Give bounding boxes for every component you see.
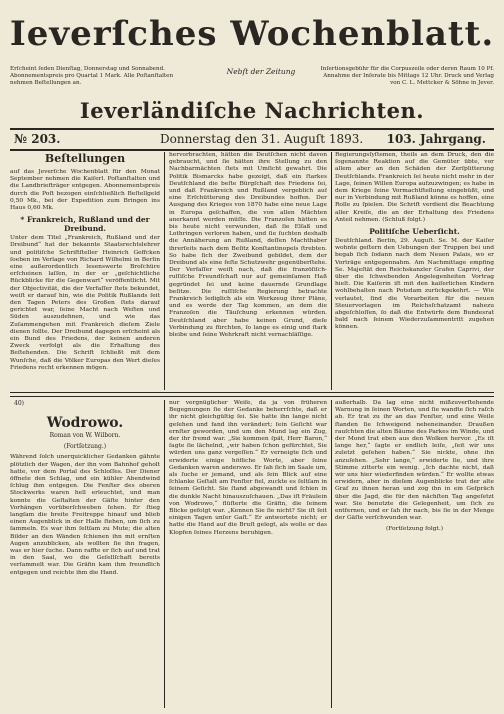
article-text-dreibund: Unter dem Titel „Frankreich, Rußland und der Dreibund“ hat der bekannte Staatsrechtslehrer und politiſche Schriftſteller Heinrich Geffcken ſoeben im Verlage von Richard Wilhelmi in Berlin eine außerordentlich lesenswerte Broſchüre erſcheinen laſſen, in der er „geſchichtliche Rückblicke für die Gegenwart“ veröffentlicht. Mit der Objectivität, die der Verfaſſer ſtets bekundet, weiſt er darauf hin, wie die Politik Rußlands ſeit den Tagen Peters des Großen ſtets darauf gerichtet war, ſeine Macht nach Weſten und Süden auszudehnen, und wie das Zuſammengehen mit Frankreich dieſem Ziele dienen ſollte. Der Dreibund dagegen erſcheint als ein Bund des Friedens, der keinen anderen Zweck verfolgt als die Erhaltung des Beſtehenden. Die Schrift ſchließt mit dem Wunſche, daß die Völker Europas den Wert dieſes Friedens recht erkennen mögen. [10,235,160,371]
column-rule [331,400,332,708]
volume-year: 103. Jahrgang. [386,132,486,146]
article-text-continued: hervorbrachten, hätten die Deutſchen nicht davon gebraucht, und ſie hätten ihre Stellung zu den Nachbarmächten ſtets mit Umſicht gewahrt. Die Politik Bismarcks habe gezeigt, daß ein ſtarkes Deutſchland die beſte Bürgſchaft des Friedens ſei, und daß Frankreich und Rußland vergeblich auf eine Erſchütterung des Dreibundes hoffen. Der Ausgang des Krieges von 1870 habe eine neue Lage in Europa geſchaffen, die von allen Mächten anerkannt werden müſſe. Die Franzoſen hätten es bis heute nicht verwunden, daß ſie Elſaß und Lothringen verloren haben, und ſie ſuchten deshalb die Annäherung an Rußland, deſſen Machthaber ihrerſeits nach dem Beſitz Konſtantinopels ſtrebten. So habe ſich der Zweibund gebildet, dem der Dreibund als eine feſte Schutzwehr gegenüberſtehe. Der Verfaſſer weiſt nach, daß die franzöſiſch-ruſſiſche Freundſchaft nur auf gemeinſamen Haß gegründet ſei und keine dauernde Grundlage beſitze. Die ruſſiſche Regierung betrachte Frankreich lediglich als ein Werkzeug ihrer Pläne, und es werde der Tag kommen, an dem die Franzoſen die Täuſchung erkennen würden. Deutſchland aber habe keinen Grund, dieſe Verbindung zu fürchten, ſo lange es einig und ſtark bleibe und ſeine Wehrkraft nicht vernachläſſige. [169,152,327,339]
feuilleton-continuation: (Fortſetzung.) [63,443,107,451]
subscription-info: Erſcheint ſeden Dienſtag, Donnerstag und Sonnabend. Abonnementspreis pro Quartal 1 Mark. Alle Poſtanſtalten nehmen Beſtellungen an. [10,66,174,86]
feuilleton-column-3 [335,400,494,708]
feuilleton-text-2: nur vergnüglicher Weiſe, da ja von früheren Begegnungen ſie der Gedanke beherrſchte, daß er ihr nicht gleichgültig ſei. Sie hatte ihn lange nicht geſehen und fand ihn verändert; ſein Geſicht war ernſter geworden, und um den Mund lag ein Zug, der ihr fremd war. „Sie kommen ſpät, Herr Baron,“ ſagte ſie lächelnd, „wir haben ſchon gefürchtet, Sie würden uns ganz vergeſſen.“ Er verneigte ſich und erwiderte einige höfliche Worte, aber ſeine Gedanken waren anderswo. Er ſah ſich im Saale um, als ſuche er jemand, und als ſein Blick auf eine ſchlanke Geſtalt am Fenſter fiel, zuckte es ſeltſam in ſeinem Geſicht. Sie ſtand abgewandt und ſchien in die dunkle Nacht hinauszuſchauen. „Das iſt Fräulein von Wodrowo,“ flüſterte die Gräfin, die ſeinem Blicke gefolgt war. „Kennen Sie ſie nicht? Sie iſt ſeit einigen Tagen unſer Gaſt.“ Er antwortete nicht; er hatte die Hand auf die Bruſt gelegt, als wolle er das Klopfen ſeines Herzens beruhigen. [169,400,327,536]
newspaper-title: Ieverſches Wochenblatt. [9,14,495,54]
feuilleton-to-be-continued: (Fortſetzung folgt.) [385,526,444,533]
column-rule [164,400,165,708]
advertising-info: Inſertionsgebühr für die Corpuszeile oder deren Raum 10 Pf. Annahme der Inſerate bis Mittags 12 Uhr. Druck und Verlag von C. L. Mettcker & Söhne in Jever. [320,66,494,86]
issue-date: Donnerstag den 31. Auguſt 1893. [160,132,364,146]
feuilleton-column-1 [10,400,160,708]
column-politics [335,152,494,390]
column-subscriptions [10,152,160,390]
issue-number: № 203. [14,132,61,146]
column-rule [331,152,332,390]
feuilleton-column-2 [169,400,327,708]
politics-heading: Politiſche Ueberſicht. [369,227,460,237]
feuilleton-text-1: Während ſolch unerquicklicher Gedanken gähnte plötzlich der Wagen, der ihn vom Bahnhof geholt hatte, vor dem Portal des Schloſſes. Der Diener öffnete den Schlag, und ein kühler Abendwind ſchlug ihm entgegen. Die Fenſter des oberen Stockwerks waren hell erleuchtet, und man konnte die Geſtalten der Gäſte hinter den Vorhängen vorüberſchweben ſehen. Er ſtieg langſam die breite Freitreppe hinauf und blieb einen Augenblick in der Halle ſtehen, um ſich zu ſammeln. Es war ihm ſeltſam zu Mute; die alten Bilder an den Wänden ſchienen ihn mit ernſten Augen anzublicken, als wollten ſie ihn fragen, was er hier ſuche. Dann raffte er ſich auf und trat in den Saal, wo die Geſellſchaft bereits verſammelt war. Die Gräfin kam ihm freundlich entgegen und reichte ihm die Hand. [10,454,160,576]
feuilleton-text-3: außerhalb. Da lag eine nicht mißzuverſtehende Warnung in ſeinen Worten, und ſie wandte ſich raſch ab. Er trat zu ihr an das Fenſter, und eine Weile ſtanden ſie ſchweigend nebeneinander. Draußen rauſchten die alten Bäume des Parkes im Winde, und der Mond trat eben aus den Wolken hervor. „Es iſt lange her,“ ſagte er endlich leiſe, „ſeit wir uns zuletzt geſehen haben.“ Sie nickte, ohne ihn anzuſehen. „Sehr lange,“ erwiderte ſie, und ihre Stimme zitterte ein wenig. „Ich dachte nicht, daß wir uns hier wiederfinden würden.“ Er wollte etwas erwidern, aber in dieſem Augenblicke trat der alte Graf zu ihnen heran und zog ihn in ein Geſpräch über die Jagd, die für den nächſten Tag angeſetzt war. Sie benutzte die Gelegenheit, um ſich zu entfernen, und er ſah ihr nach, bis ſie in der Menge der Gäſte verſchwunden war. [335,400,494,522]
dateline [10,128,494,151]
masthead [0,4,504,68]
feuilleton-number: 40) [14,400,24,407]
article-heading-dreibund: * Frankreich, Rußland und der Dreibund. [20,215,150,234]
feuilleton-title: Wodrowo. [46,415,124,431]
column-article-continued [169,152,327,390]
subscriptions-heading: Beſtellungen [44,152,126,165]
politics-text: Deutſchland. Berlin, 29. Auguſt. Se. M. der Kaiſer wohnte geſtern den Uebungen der Truppen bei und begab ſich ſodann nach dem Neuen Palais, wo er Vorträge entgegennahm. Am Nachmittage empfing Se. Majeſtät den Reichskanzler Grafen Caprivi, der über die ſchwebenden Angelegenheiten Vortrag hielt. Die Kaiſerin iſt mit den kaiſerlichen Kindern wohlbehalten nach Potsdam zurückgekehrt. — Wie verlautet, ſind die Vorarbeiten für die neuen Steuervorlagen im Reichsſchatzamt nahezu abgeſchloſſen, ſo daß die Entwürfe dem Bundesrat bald nach ſeinem Wiederzuſammentritt zugehen können. [335,238,494,331]
feuilleton-divider [10,392,494,397]
article-text-end: Regierungsſyſtemen, theils an dem Druck, den die ſogenannte Reaktion auf die Gemüter übte, vor allem aber an den Schäden der Zerſplitterung Deutſchlands. Frankreich ſei heute nicht mehr in der Lage, ſeinen Willen Europa aufzuzwingen; es habe in dem Kriege ſeine Vormachtſtellung eingebüßt, und nur in Verbindung mit Rußland könne es hoffen, eine Rolle zu ſpielen. Die Schrift verdient die Beachtung aller Kreiſe, die an der Erhaltung des Friedens Anteil nehmen. (Schluß folgt.) [335,152,494,223]
feuilleton-byline: Roman von W. Wilborn. [49,432,121,439]
column-rule [164,152,165,390]
supplement-note: Nebſt der Zeitung [226,67,296,76]
info-row [10,66,494,94]
newspaper-subtitle: Ieverländiſche Nachrichten. [79,98,425,123]
subscriptions-text: auf das Jeverſche Wochenblatt für den Monat September nehmen die Kaiſerl. Poſtanſtalten und die Landbriefträger entgegen. Abonnementspreis durch die Poſt bezogen einſchließlich Beſtellgeld 0,50 Mk., bei der Expedition zum Bringen ins Haus 0,60 Mk. [10,169,160,212]
